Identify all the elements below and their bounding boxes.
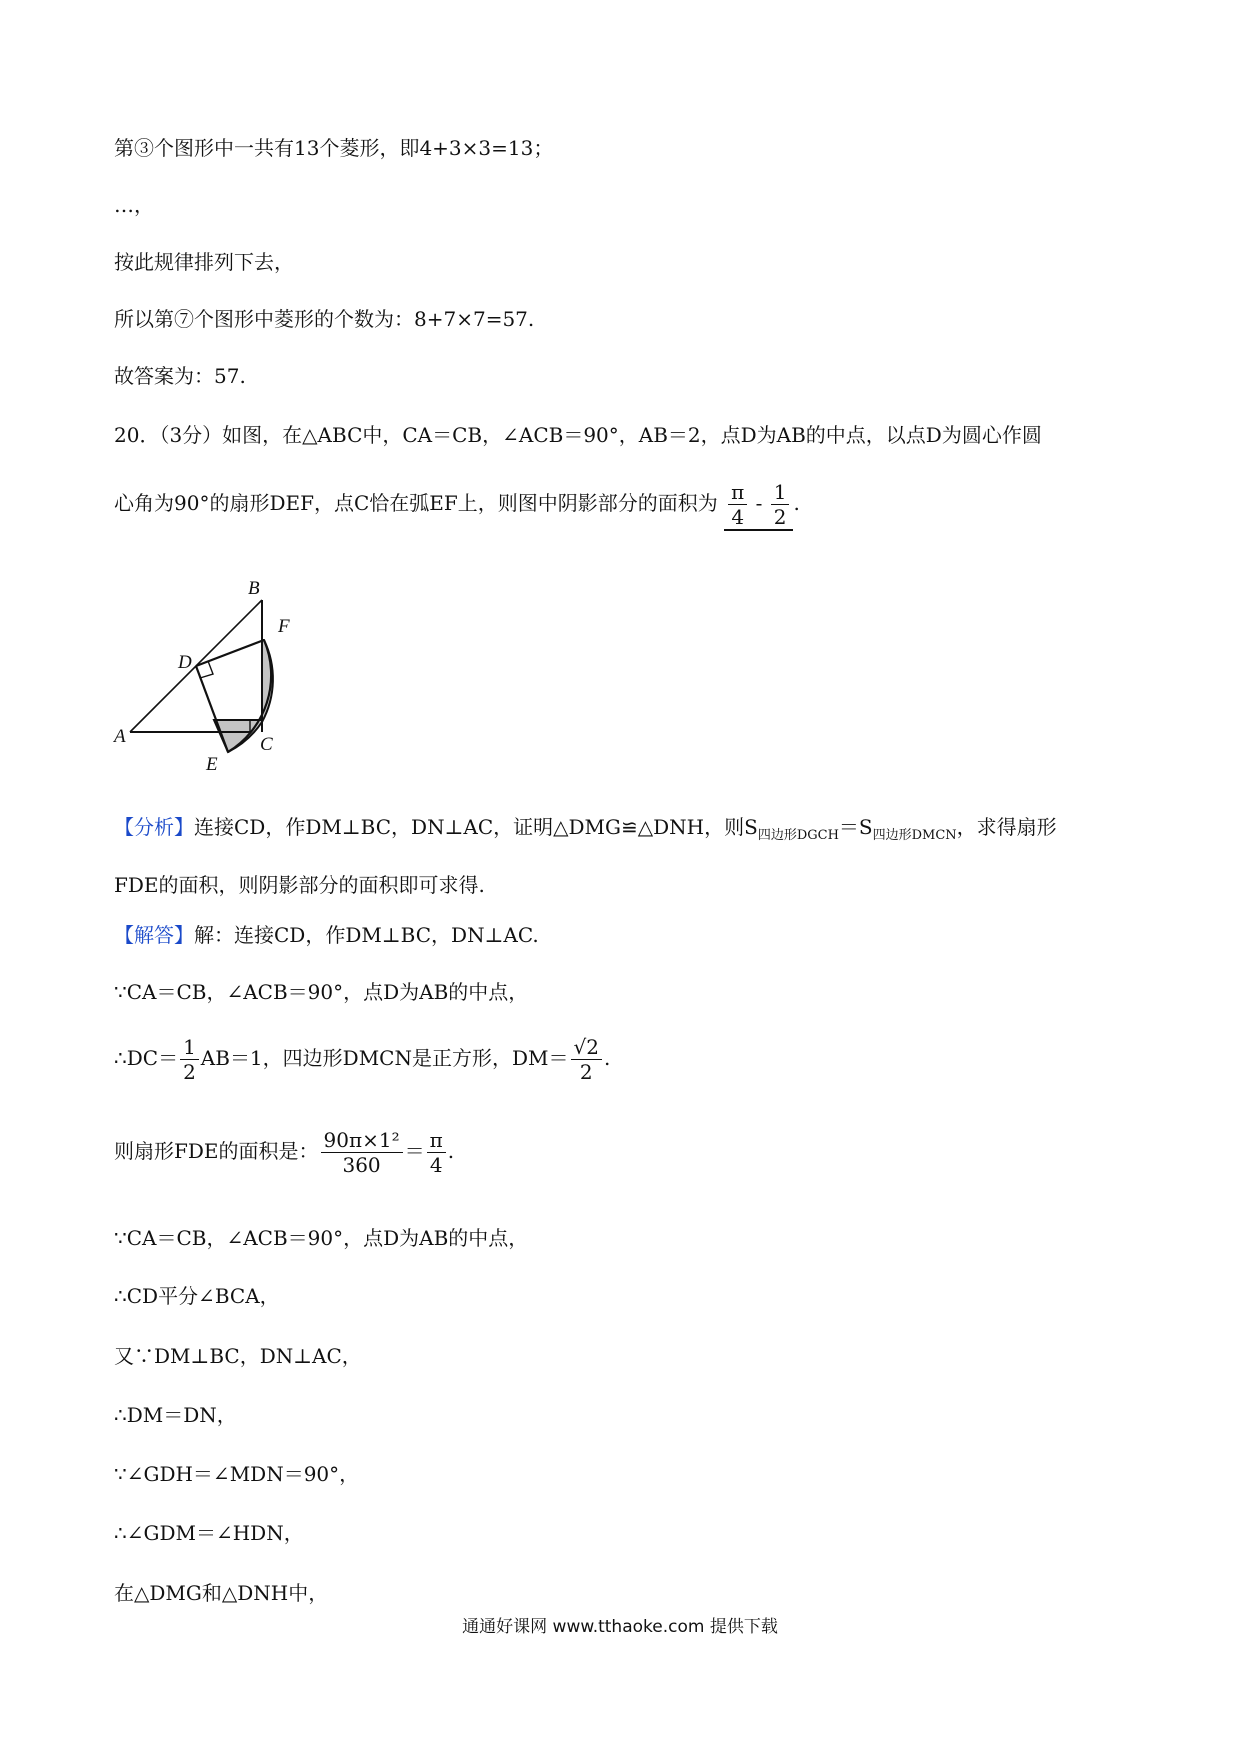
label-c: C (260, 734, 273, 755)
answer-period: . (793, 491, 800, 515)
label-f: F (278, 616, 290, 637)
analysis-text-1: 连接CD，作DM⊥BC，DN⊥AC，证明△DMG≌△DNH，则S (194, 815, 758, 839)
segment-df (196, 640, 264, 666)
label-d: D (178, 652, 192, 673)
solution-l4-a: 则扇形FDE的面积是： (114, 1139, 319, 1163)
answer-blank (724, 480, 793, 531)
fraction-pi-4 (427, 1128, 446, 1177)
label-e: E (206, 754, 218, 775)
geometry-figure (110, 570, 310, 780)
fraction-sector-area (321, 1128, 403, 1177)
label-a: A (114, 726, 126, 747)
solution-l4-c: . (447, 1139, 455, 1163)
answer-frac-pi-4 (728, 480, 747, 529)
analysis-sub-2: 四边形DMCN (872, 828, 957, 843)
analysis-line-1 (114, 812, 1057, 846)
fraction-sqrt2-2 (571, 1035, 602, 1084)
fraction-half-num: 1 (180, 1035, 199, 1060)
solution-line-10: ∴∠GDM＝∠HDN， (114, 1521, 304, 1545)
solution-text-1: 解：连接CD，作DM⊥BC，DN⊥AC. (194, 923, 539, 947)
solution-line-8: ∴DM＝DN， (114, 1403, 237, 1427)
text-line-2: …， (114, 193, 154, 217)
analysis-text-2: ，求得扇形 (956, 815, 1057, 839)
analysis-sub-1: 四边形DGCH (757, 828, 839, 843)
solution-l3-a: ∴DC＝ (114, 1046, 179, 1070)
analysis-eq: ＝S (838, 815, 873, 839)
text-line-5: 故答案为：57. (114, 364, 246, 388)
fraction-sqrt2-num: √2 (571, 1035, 602, 1060)
question-20-line2 (114, 480, 800, 531)
solution-line-6: ∴CD平分∠BCA， (114, 1284, 280, 1308)
answer-frac-1-2 (771, 480, 790, 529)
analysis-line-2: FDE的面积，则阴影部分的面积即可求得. (114, 873, 485, 897)
answer-pi: π (728, 480, 747, 505)
text-line-1: 第③个图形中一共有13个菱形，即4+3×3=13； (114, 136, 554, 160)
solution-line-2: ∵CA＝CB，∠ACB＝90°，点D为AB的中点， (114, 980, 529, 1004)
fraction-sector-den: 360 (342, 1153, 381, 1177)
fraction-half (180, 1035, 199, 1084)
analysis-tag: 【分析】 (114, 815, 194, 839)
page-footer: 通通好课网 www.tthaoke.com 提供下载 (462, 1617, 778, 1637)
solution-l3-b: AB＝1，四边形DMCN是正方形，DM＝ (200, 1046, 569, 1070)
solution-line-9: ∵∠GDH＝∠MDN＝90°， (114, 1462, 360, 1486)
answer-1: 1 (771, 480, 790, 505)
fraction-half-den: 2 (183, 1060, 196, 1084)
answer-2: 2 (773, 505, 787, 529)
answer-4: 4 (731, 505, 745, 529)
text-line-4: 所以第⑦个图形中菱形的个数为：8+7×7=57. (114, 307, 535, 331)
solution-tag: 【解答】 (114, 923, 194, 947)
text-line-3: 按此规律排列下去， (114, 250, 294, 274)
solution-line-1 (114, 920, 539, 950)
solution-line-4 (114, 1128, 454, 1177)
segment-de (196, 666, 228, 752)
fraction-pi-den: 4 (429, 1153, 443, 1177)
solution-line-3 (114, 1035, 610, 1084)
solution-line-5: ∵CA＝CB，∠ACB＝90°，点D为AB的中点， (114, 1226, 529, 1250)
solution-line-11: 在△DMG和△DNH中， (114, 1581, 329, 1605)
label-b: B (248, 578, 260, 599)
solution-l4-eq: ＝ (404, 1139, 425, 1163)
solution-line-7: 又∵DM⊥BC，DN⊥AC， (114, 1344, 362, 1368)
solution-l3-c: . (603, 1046, 611, 1070)
answer-minus: - (755, 491, 763, 515)
fraction-pi-num: π (427, 1128, 446, 1153)
fraction-sqrt2-den: 2 (579, 1060, 593, 1084)
question-20-text: 心角为90°的扇形DEF，点C恰在弧EF上，则图中阴影部分的面积为 (114, 491, 718, 515)
fraction-sector-num: 90π×1² (321, 1128, 403, 1153)
question-20-head: 20．（3分）如图，在△ABC中，CA＝CB，∠ACB＝90°，AB＝2，点D为AB的中点，以点D为圆心作圆 (114, 423, 1042, 447)
